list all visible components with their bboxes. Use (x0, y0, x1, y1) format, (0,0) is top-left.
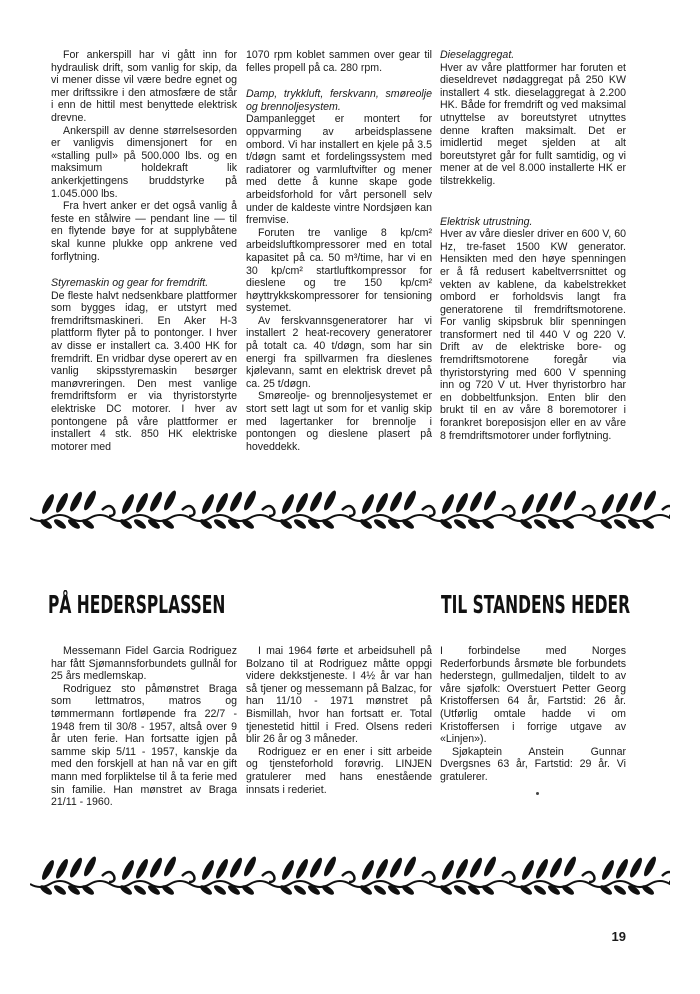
paragraph: Ankerspill av denne størrelsesorden er vanligvis dimensjonert for en «stalling pull» på 500.000 lbs. og en maksimum holdekraft lik ankerkjettingens bruddstyrke på 1.045.000 lbs. (51, 124, 237, 200)
laurel-sprigs (30, 855, 670, 896)
paragraph: 1070 rpm koblet sammen over gear til felles propell på ca. 280 rpm. (246, 49, 432, 74)
top-column-1 (51, 49, 237, 453)
paragraph: Fra hvert anker er det også vanlig å feste en stålwire — pendant line — til en flytende bøye for at supplybåtene skal kunne plukke opp ankrene ved forflytning. (51, 200, 237, 263)
section-heading: Damp, trykkluft, ferskvann, smøreolje og brennoljesystem. (246, 88, 432, 113)
ink-dot (536, 792, 539, 795)
laurel-sprigs (30, 489, 670, 530)
paragraph: Rodriguez sto påmønstret Braga som lettmatros, matros og tømmermann fortløpende fra 22/7 - 1948 frem til 30/8 - 1957, altså over 9 år uten ferie. Han fortsatte igjen på samme skip 5/11 - 1957, kanskje da med den forskjell at han nå var en gift mann med forpliktelse til å ta ferie med sin familie. Han mønstret av Braga 21/11 - 1960. (51, 682, 237, 809)
paragraph: Hver av våre diesler driver en 600 V, 60 Hz, tre-faset 1500 KW generator. Hensikten med den høye spenningen er å få redusert kabeltverrsnittet og vekten av kablene, da kabelstrekket ombord er forholdsvis langt fra generatorene til fremdriftsmotorene. For vanlig skipsbruk blir spenningen transformert ned til 440 V og 220 V. Drift av de elektriske bore- og fremdriftsmotorene foregår via thyristorstyring med 600 V spenning inn og 720 V ut. Hver thyristorbro har en dobbeltfunksjon. Enten blir den brukt til en av våre 8 boremotorer i forankret boreposisjon eller en av våre 8 fremdriftsmotorer under forflytning. (440, 228, 626, 442)
section-heading: Dieselaggregat. (440, 49, 515, 61)
paragraph: For ankerspill har vi gått inn for hydraulisk drift, som vanlig for skip, da vi mener disse vil være bedre egnet og mer driftssikre i den atmosfære de står i enn de hittil mest benyttede elektrisk drevne. (51, 49, 237, 124)
section-heading: Elektrisk utrustning. (440, 215, 533, 228)
paragraph: I forbindelse med Norges Rederforbunds årsmøte ble forbundets hederstegn, gullmedaljen, tildelt to av våre sjøfolk: Overstuert Petter Georg Kristoffersen 64 år, Fartstid: 26 år. (Utførlig omtale hadde vi om Kristoffersen i forrige utgave av «Linjen»). (440, 645, 626, 746)
laurel-border-top (30, 480, 670, 530)
paragraph: Hver av våre plattformer har foruten et dieseldrevet nødaggregat på 250 KW installert 4 stk. dieselaggregat à 2.200 HK. Både for fremdrift og ved maksimal utnyttelse av boreutstyret utnyttes denne kraften maksimalt. Det er imidlertid meget sjelden at alt boreutstyret går for fullt samtidig, og vi mener at de vel 8.000 installerte HK er tilstrekkelig. (440, 61, 626, 187)
section-heading: Styremaskin og gear for fremdrift. (51, 277, 209, 290)
paragraph: Dampanlegget er montert for oppvarming av arbeidsplassene ombord. Vi har installert en kjele på 3.5 t/døgn samt et fordelingssystem med radiatorer og varmluftvifter og mener med dette å kunne skape gode arbeidsforhold for vårt personell selv under de kaldeste vintre Nordsjøen kan fremvise. (246, 113, 432, 227)
article1-column-1 (51, 645, 237, 809)
laurel-border-bottom (30, 846, 670, 896)
article-title-standens-heder: TIL STANDENS HEDER (441, 590, 631, 619)
paragraph: Foruten tre vanlige 8 kp/cm² arbeidsluftkompressorer med en total kapasitet på ca. 50 m³/time, har vi en 30 kp/cm² startluftkompressor for dieslene og tre 150 kp/cm² høyttrykkskompressorer for tensioning systemet. (246, 226, 432, 315)
article2-column (440, 645, 626, 784)
paragraph: Smøreolje- og brennoljesystemet er stort sett lagt ut som for et vanlig skip med lagertanker for brennolje i pontongen og dieslene plasert på hoveddekk. (246, 390, 432, 453)
paragraph: Sjøkaptein Anstein Gunnar Dvergsnes 63 år, Fartstid: 29 år. Vi gratulerer. (440, 745, 626, 783)
paragraph: Av ferskvannsgeneratorer har vi installert 2 heat-recovery generatorer på totalt ca. 40 t/døgn, som har sin energi fra spillvarmen fra dieslenes kjølevann, samt en elektrisk drevet på ca. 25 t/døgn. (246, 314, 432, 390)
page-number: 19 (611, 929, 626, 944)
paragraph: De fleste halvt nedsenkbare plattformer som bygges idag, er utstyrt med fremdriftsmaskineri. En Aker H-3 plattform flyter på to pontonger. I hver av disse er installert ca. 3.400 HK for fremdrift. En vridbar dyse operert av en vanlig skipsstyremaskin besørger manøvreringen. Den mest vanlige fremdriftsform er via thyristorstyrte elektriske DC motorer. I hver av pontongene på våre plattformer er installert 4 stk. 850 HK elektriske motorer med (51, 289, 237, 453)
paragraph: Messemann Fidel Garcia Rodriguez har fått Sjømannsforbundets gullnål for 25 års medlemskap. (51, 645, 237, 683)
paragraph: I mai 1964 førte et arbeidsuhell på Bolzano til at Rodriguez måtte oppgi videre dekkstjeneste. I 4½ år var han så tjener og messemann på Balzac, for han 11/10 - 1971 mønstret på Bismillah, hvor han fortsatt er. Total tjenestetid hittil i Fred. Olsens rederi blir 26 år og 3 måneder. (246, 645, 432, 746)
paragraph: Rodriguez er en ener i sitt arbeide og tjensteforhold forøvrig. LINJEN gratulerer med hans enestående innsats i rederiet. (246, 745, 432, 796)
top-column-2 (246, 49, 432, 453)
top-column-3 (440, 49, 626, 442)
article-title-hedersplassen: PÅ HEDERSPLASSEN (48, 590, 226, 619)
article1-column-2 (246, 645, 432, 796)
